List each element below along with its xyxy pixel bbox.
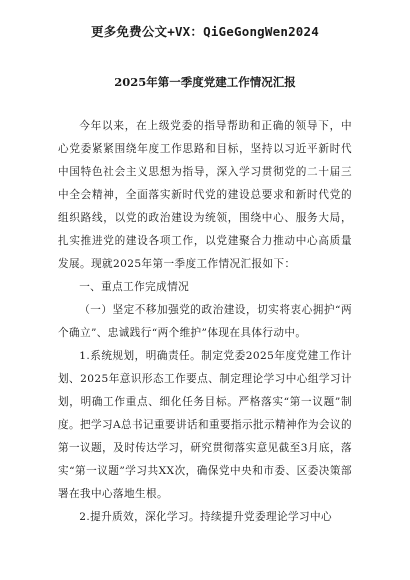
document-body (58, 115, 352, 529)
promo-header: 更多免费公文+VX：QiGeGongWen2024 (91, 24, 319, 39)
item-paragraph-1: 1.系统规划，明确责任。制定党委2025年度党建工作计划、2025年意识形态工作要点、制定理论学习中心组学习计划，明确工作重点、细化任务目标。严格落实“第一议题”制度。把学习A总书记重要讲话和重要指示批示精神作为会议的第一议题，及时传达学习，研究贯彻落实意见截至3月底，落实“第一议题”学习共XX次，确保党中央和市委、区委决策部署在我中心落地生根。 (58, 350, 352, 500)
subsection-heading: （一）坚定不移加强党的政治建设，切实将衷心拥护“两个确立”、忠诚践行“两个维护”体现在具体行动中。 (58, 304, 352, 339)
item-paragraph-2: 2.提升质效，深化学习。持续提升党委理论学习中心 (79, 511, 332, 523)
document-title: 2025年第一季度党建工作情况汇报 (114, 75, 296, 89)
section-heading: 一、重点工作完成情况 (79, 281, 190, 293)
intro-paragraph: 今年以来，在上级党委的指导帮助和正确的领导下，中心党委紧紧围绕年度工作思路和目标，坚持以习近平新时代中国特色社会主义思想为指导，深入学习贯彻党的二十届三中全会精神，全面落实新时代党的建设总要求和新时代党的组织路线，以党的政治建设为统领，围绕中心、服务大局，扎实推进党的建设各项工作，以党建聚合力推动中心高质量发展。现就2025年第一季度工作情况汇报如下： (58, 120, 352, 270)
